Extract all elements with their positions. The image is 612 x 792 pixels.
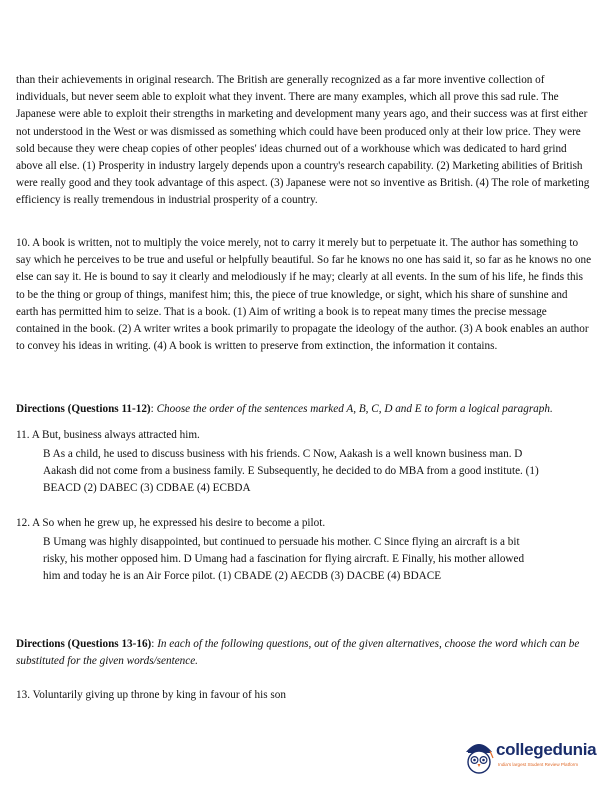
directions-13-16 (16, 636, 592, 670)
passage-continued: than their achievements in original research. The British are generally recognized as a far more inventive collection of individuals, but never seem able to exploit what they invent. There are many examples, which all prove this sad rule. The Japanese were able to exploit their strengths in marketing and development many years ago, and their success was at first either not understood in the West or was dismissed as something which could have been produced only at their low price. They were sold because they were cheap copies of other peoples' ideas churned out of a workhouse which was dedicated to hard grind above all else. (1) Prosperity in industry largely depends upon a country's research capability. (2) Marketing abilities of British were really good and they took advantage of this aspect. (3) Japanese were not so inventive as British. (4) The role of marketing efficiency is really tremendous in industrial prosperity of a country. (16, 74, 590, 207)
directions-text: In each of the following questions, out of the given alternatives, choose the word which can be substituted for the given words/sentence. (16, 638, 580, 667)
directions-11-12 (16, 401, 600, 418)
question-12-options: B Umang was highly disappointed, but continued to persuade his mother. C Since flying an aircraft is a bit risky, his mother opposed him. D Umang had a fascination for flying aircraft. E Finally, his mother allowed him and today he is an Air Force pilot. (1) CBADE (2) AECDB (3) DACBE (4) BDACE (43, 536, 525, 582)
question-13-stem: 13. Voluntarily giving up throne by king in favour of his son (16, 689, 286, 701)
directions-label: Directions (Questions 11-12) (16, 403, 151, 415)
owl-mascot-icon (462, 738, 496, 776)
passage-question-10: 10. A book is written, not to multiply the voice merely, not to carry it merely but to perpetuate it. The author has something to say which he perceives to be true and useful or helpfully beautiful. So far he knows no one has said it, so far as he knows no one else can say it. He is bound to say it clearly and melodiously if he may; clearly at all events. In the sum of his life, he finds this to be the thing or group of things, manifest him; this, the piece of true knowledge, or sight, which his share of sunshine and earth has permitted him to seize. That is a book. (1) Aim of writing a book is to repeat many times the precise message contained in the book. (2) A writer writes a book primarily to propagate the ideology of the author. (3) A book enables an author to convey his ideas in writing. (4) A book is written to preserve from extinction, the information it contains. (16, 237, 592, 353)
directions-label: Directions (Questions 13-16) (16, 638, 152, 650)
question-12-stem: 12. A So when he grew up, he expressed his desire to become a pilot. (16, 517, 326, 529)
directions-colon: : (150, 403, 157, 415)
directions-colon: : (151, 638, 158, 650)
logo-wordmark: collegedunia (496, 740, 597, 759)
directions-text: Choose the order of the sentences marked A, B, C, D and E to form a logical paragraph. (156, 403, 553, 415)
logo-tagline: India's largest Student Review Platform (498, 762, 579, 767)
question-11-stem: 11. A But, business always attracted him. (16, 429, 200, 441)
question-11-options: B As a child, he used to discuss business with his friends. C Now, Aakash is a well known business man. D Aakash did not come from a business family. E Subsequently, he decided to do MBA from a good institute. (1) BEACD (2) DABEC (3) CDBAE (4) ECBDA (43, 448, 539, 494)
collegedunia-logo (462, 738, 602, 776)
